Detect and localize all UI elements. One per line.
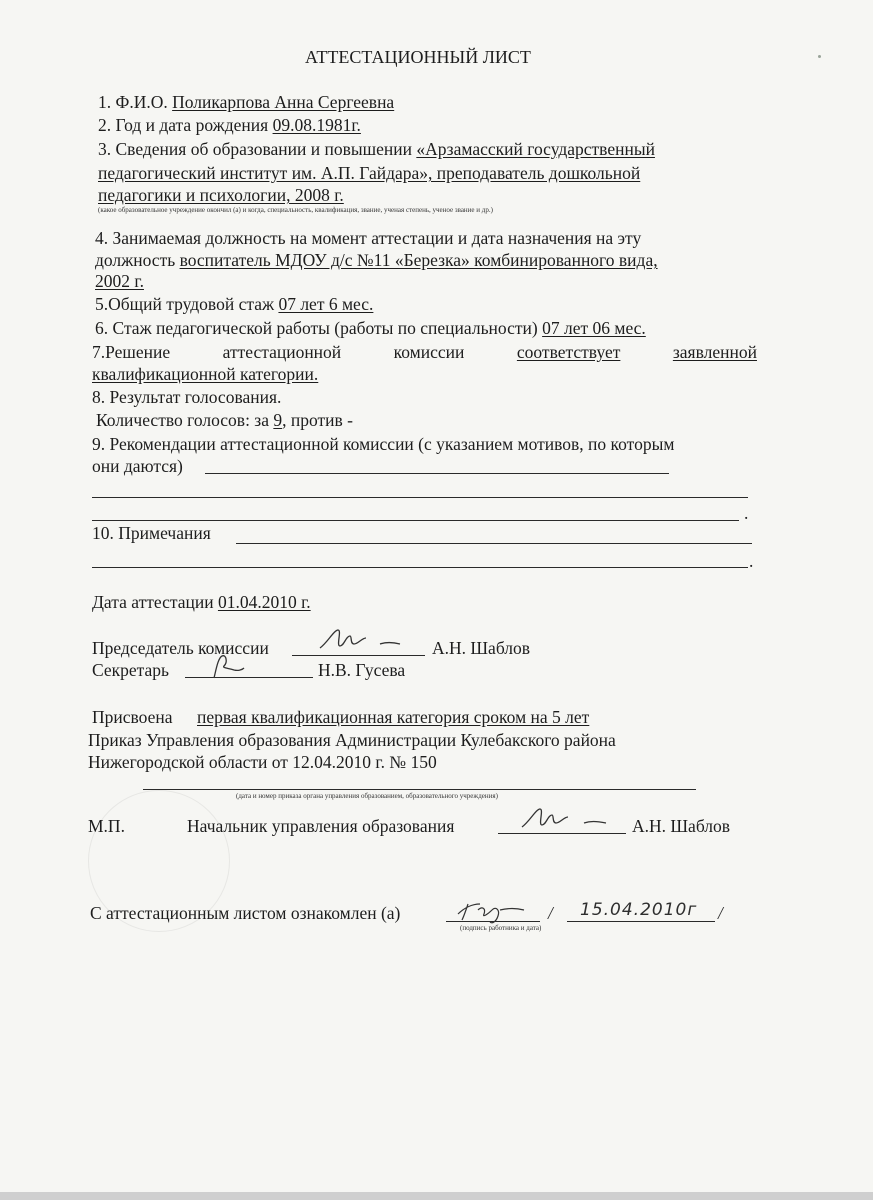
acquainted-label: С аттестационным листом ознакомлен (а) xyxy=(90,903,401,923)
recommendations-end: . xyxy=(744,503,749,523)
signature-line xyxy=(185,677,313,678)
secretary-label: Секретарь xyxy=(92,660,170,680)
education-caption: (какое образовательное учреждение окончил (а) и когда, специальность, квалификация, звание, ученая степень, ученое звание и др.) xyxy=(98,206,493,214)
vote-for: 9 xyxy=(273,410,283,430)
position-date: 2002 г. xyxy=(95,271,144,291)
secretary-name: Н.В. Гусева xyxy=(318,660,406,680)
birth-label: 2. Год и дата рождения xyxy=(98,115,269,135)
attest-date-label: Дата аттестации xyxy=(92,592,214,612)
total-experience-value: 07 лет 6 мес. xyxy=(278,294,374,314)
position-label: должность xyxy=(95,250,176,270)
paper-speck xyxy=(818,55,821,58)
attest-date-row xyxy=(92,591,311,613)
vote-count-label: Количество голосов: за xyxy=(96,410,269,430)
decision-word: 7.Решение xyxy=(92,342,171,362)
attest-date-value: 01.04.2010 г. xyxy=(217,592,311,612)
date-slash: / xyxy=(718,903,723,923)
ped-experience-label: 6. Стаж педагогической работы (работы по специальности) xyxy=(95,318,538,338)
acquainted-date: 15.04.2010г xyxy=(580,900,698,920)
ped-experience-row xyxy=(95,317,646,339)
total-experience-label: 5.Общий трудовой стаж xyxy=(95,294,275,314)
assigned-value: первая квалификационная категория сроком на 5 лет xyxy=(197,707,590,727)
blank-line xyxy=(92,520,739,521)
order-caption: (дата и номер приказа органа управления образованием, образовательного учреждения) xyxy=(236,792,498,800)
order-line-1: Приказ Управления образования Администрации Кулебакского района xyxy=(88,730,616,750)
chairman-label: Председатель комиссии xyxy=(92,638,269,658)
fio-row xyxy=(98,91,394,113)
vote-label: 8. Результат голосования. xyxy=(92,387,282,407)
fio-label: 1. Ф.И.О. xyxy=(98,92,168,112)
secretary-signature xyxy=(208,652,248,680)
blank-line xyxy=(143,789,696,790)
blank-line xyxy=(205,473,669,474)
education-value-2: педагогический институт им. А.П. Гайдара», преподаватель дошкольной xyxy=(98,163,641,183)
blank-line xyxy=(92,497,748,498)
date-slash: / xyxy=(548,903,553,923)
acquainted-caption: (подпись работника и дата) xyxy=(460,924,542,932)
chairman-name: А.Н. Шаблов xyxy=(432,638,531,658)
date-line xyxy=(567,921,715,922)
notes-label: 10. Примечания xyxy=(92,523,211,543)
blank-line xyxy=(236,543,752,544)
head-signature xyxy=(520,805,620,835)
education-value-3: педагогики и психологии, 2008 г. xyxy=(98,185,344,205)
chairman-signature xyxy=(318,624,418,656)
page-title: АТТЕСТАЦИОННЫЙ ЛИСТ xyxy=(305,47,531,67)
decision-word: комиссии xyxy=(393,342,465,362)
education-row-1 xyxy=(98,138,655,160)
recommendations-line-2: они даются) xyxy=(92,456,183,476)
head-name: А.Н. Шаблов xyxy=(632,816,731,836)
fio-value: Поликарпова Анна Сергеевна xyxy=(172,92,395,112)
decision-word: аттестационной xyxy=(222,342,342,362)
position-value: воспитатель МДОУ д/с №11 «Березка» комбинированного вида, xyxy=(179,250,658,270)
position-row-2 xyxy=(95,249,658,271)
decision-line-1 xyxy=(92,341,757,363)
vote-against: - xyxy=(347,410,353,430)
decision-word: соответствует xyxy=(516,342,621,362)
notes-end: . xyxy=(749,551,754,571)
decision-line-2: квалификационной категории. xyxy=(92,364,319,384)
decision-word: заявленной xyxy=(672,342,757,362)
blank-line xyxy=(92,567,748,568)
position-line-1: 4. Занимаемая должность на момент аттестации и дата назначения на эту xyxy=(95,228,642,248)
education-label: 3. Сведения об образовании и повышении xyxy=(98,139,412,159)
employee-signature xyxy=(454,896,534,926)
assigned-label: Присвоена xyxy=(92,707,173,727)
education-value-1: «Арзамасский государственный xyxy=(416,139,655,159)
recommendations-line-1: 9. Рекомендации аттестационной комиссии (с указанием мотивов, по которым xyxy=(92,434,675,454)
birth-row xyxy=(98,114,361,136)
seal-placeholder: М.П. xyxy=(88,816,125,836)
scan-bottom-edge xyxy=(0,1192,873,1200)
vote-against-label: , против xyxy=(282,410,343,430)
birth-value: 09.08.1981г. xyxy=(272,115,361,135)
vote-count-row xyxy=(96,409,353,431)
total-experience-row xyxy=(95,293,373,315)
head-label: Начальник управления образования xyxy=(187,816,455,836)
ped-experience-value: 07 лет 06 мес. xyxy=(542,318,646,338)
order-line-2: Нижегородской области от 12.04.2010 г. № 150 xyxy=(88,752,437,772)
